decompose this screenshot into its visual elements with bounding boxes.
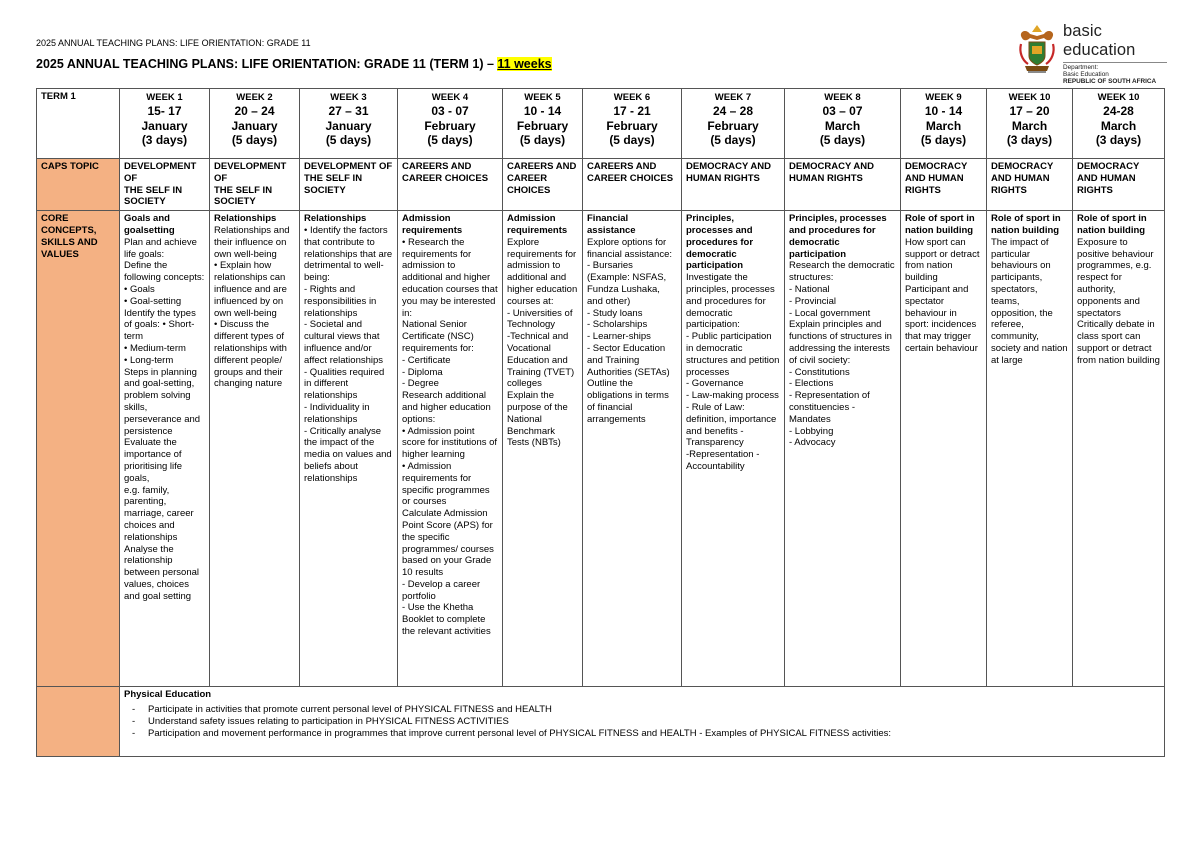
concept-line: - Public participation in democratic structures and petition processes: [686, 331, 780, 378]
week-dates: 17 – 20: [1009, 104, 1050, 118]
caps-topic-text: CAREERS AND CAREER CHOICES: [507, 161, 577, 196]
concept-line: - Sector Education and Training Authorities (SETAs): [587, 342, 670, 378]
caps-topic-text: CAREERS AND CAREER CHOICES: [402, 161, 489, 184]
week-header-cell: [987, 89, 1073, 159]
concept-line: Transparency: [686, 437, 744, 449]
physical-education-title: Physical Education: [124, 689, 212, 701]
physical-education-item: - Participation and movement performance in programmes that improve current personal level of PHYSICAL FITNESS and HEALTH - Examples of PHYSICAL FITNESS activities:: [148, 728, 1160, 740]
header-caption: 2025 ANNUAL TEACHING PLANS: LIFE ORIENTATION: GRADE 11: [36, 38, 311, 48]
concept-line: - Advocacy: [789, 437, 836, 449]
concept-line: - Provincial: [789, 295, 836, 307]
concept-line: • Research the requirements for admission to additional and higher education courses that you may be interested in:: [402, 236, 498, 319]
concept-line: Explain principles and functions of structures in addressing the interests of civil society:: [789, 319, 892, 366]
caps-topic-text: DEMOCRACY AND HUMAN RIGHTS: [789, 161, 874, 184]
concept-line: - Certificate: [402, 354, 451, 366]
week-days: (5 days): [710, 133, 756, 147]
week-days: (3 days): [141, 133, 188, 147]
caps-topic-cell: [120, 159, 210, 211]
concept-line: - Representation of constituencies -: [789, 390, 870, 413]
core-concepts-cell: [785, 211, 901, 687]
caps-topic-text: THE SELF IN SOCIETY: [214, 184, 273, 208]
caps-topic-cell: [398, 159, 503, 211]
concept-line: - Rights and responsibilities in relationships: [304, 283, 377, 319]
core-concepts-cell: [503, 211, 583, 687]
week-days: (5 days): [519, 133, 566, 147]
caps-topic-cell: [210, 159, 300, 211]
concept-line: - Diploma: [402, 366, 443, 378]
week-month: March: [824, 118, 861, 133]
concept-line: • Admission requirements for specific programmes or courses: [402, 460, 490, 508]
physical-education-row: [37, 687, 1165, 757]
core-concepts-cell: [300, 211, 398, 687]
logo-country: REPUBLIC OF SOUTH AFRICA: [1063, 78, 1157, 86]
core-concepts-label: CORE CONCEPTS, SKILLS AND VALUES: [37, 211, 120, 687]
week-dates: 24 – 28: [712, 104, 754, 118]
core-concepts-cell: [987, 211, 1073, 687]
term-label: TERM 1: [37, 89, 120, 159]
week-header-cell: [120, 89, 210, 159]
caps-topic-cell: [987, 159, 1073, 211]
caps-topic-cell: [583, 159, 682, 211]
week-header-cell: [682, 89, 785, 159]
coat-of-arms-icon: [1016, 22, 1058, 76]
week-header-cell: [300, 89, 398, 159]
concept-line: - Societal and cultural views that influence and/or affect relationships: [304, 319, 384, 366]
week-dates: 24-28: [1103, 104, 1134, 118]
concept-line: Research the democratic structures:: [789, 260, 895, 284]
concept-line: - Lobbying: [789, 425, 834, 437]
concept-line: • Goals: [124, 283, 155, 295]
concept-line: Relationships and their influence on own well-being: [214, 224, 290, 260]
concept-heading: Role of sport in nation building: [905, 213, 975, 236]
concept-line: - National: [789, 283, 830, 295]
concept-line: • Medium-term: [124, 342, 186, 354]
week-dates: 03 – 07: [822, 104, 863, 118]
title-main: 2025 ANNUAL TEACHING PLANS: LIFE ORIENTATION: GRADE 11 (TERM 1) –: [36, 57, 498, 71]
concept-line: Plan and achieve life goals:: [124, 236, 197, 260]
document-title: [36, 57, 552, 71]
concept-line: How sport can support or detract from nation building: [905, 236, 980, 284]
concept-heading: Relationships: [214, 213, 277, 225]
week-header-row: [37, 89, 1165, 159]
caps-topic-label: CAPS TOPIC: [37, 159, 120, 211]
week-label: WEEK 10: [1008, 92, 1051, 103]
week-label: WEEK 9: [925, 92, 962, 103]
concept-line: - Critically analyse the impact of the media on values and beliefs about relationships: [304, 425, 392, 484]
concept-line: Critically debate in class sport can support or detract from nation building: [1077, 319, 1160, 366]
week-label: WEEK 2: [236, 92, 273, 103]
physical-education-label-cell: [37, 687, 120, 757]
week-days: (3 days): [1095, 133, 1142, 147]
concept-line: • Long-term: [124, 354, 174, 366]
logo-department-label: Department:: [1063, 64, 1099, 71]
concept-line: - Scholarships: [587, 319, 648, 331]
concept-line: Identify the types of goals: • Short-term: [124, 307, 196, 343]
concept-line: Evaluate the importance of prioritising life goals,: [124, 437, 183, 484]
week-label: WEEK 4: [431, 92, 469, 103]
concept-line: - Qualities required in different relationships: [304, 366, 385, 402]
concept-line: Explore options for financial assistance:: [587, 236, 673, 260]
core-concepts-cell: [682, 211, 785, 687]
physical-education-cell: [120, 687, 1165, 757]
concept-line: • Goal-setting: [124, 295, 182, 307]
week-days: (3 days): [1006, 133, 1053, 147]
week-label: WEEK 1: [146, 92, 183, 103]
week-dates: 17 - 21: [613, 104, 651, 118]
week-days: (5 days): [325, 133, 372, 147]
concept-line: • Discuss the different types of relationships with different people/ groups and their changing nature: [214, 319, 287, 390]
concept-line: Analyse the relationship between personal values, choices and goal setting: [124, 543, 199, 602]
concept-line: - Elections: [789, 378, 834, 390]
week-label: WEEK 3: [330, 92, 367, 103]
week-label: WEEK 7: [714, 92, 752, 103]
concept-line: Mandates: [789, 413, 831, 425]
week-dates: 20 – 24: [234, 104, 275, 118]
caps-topic-cell: [785, 159, 901, 211]
core-concepts-cell: [120, 211, 210, 687]
physical-education-list: [124, 704, 1160, 739]
caps-topic-text: DEVELOPMENT OF THE SELF IN SOCIETY: [304, 161, 393, 196]
concept-heading: Financial assistance: [587, 213, 636, 236]
concept-line: Research additional and higher education options:: [402, 390, 491, 425]
core-concepts-cell: [901, 211, 987, 687]
caps-topic-text: CAREERS AND CAREER CHOICES: [587, 161, 674, 184]
concept-line: - Governance: [686, 378, 744, 390]
physical-education-item: - Understand safety issues relating to participation in PHYSICAL FITNESS ACTIVITIES: [148, 716, 1160, 728]
week-days: (5 days): [819, 133, 866, 147]
concept-line: Define the following concepts:: [124, 260, 205, 284]
concept-line: Participant and spectator behaviour in sport: incidences that may trigger certain behaviour: [905, 283, 978, 354]
core-concepts-row: [37, 211, 1165, 687]
week-dates: 27 – 31: [328, 104, 369, 118]
core-concepts-cell: [210, 211, 300, 687]
concept-line: Investigate the principles, processes and procedures for democratic participation:: [686, 272, 775, 331]
concept-heading: Relationships: [304, 213, 367, 225]
concept-heading: Principles, processes and procedures for democratic participation: [686, 213, 754, 272]
concept-line: - Local government: [789, 307, 871, 319]
caps-topic-cell: [1073, 159, 1165, 211]
logo-department-name: Basic Education: [1063, 71, 1109, 79]
week-header-cell: [785, 89, 901, 159]
concept-line: Calculate Admission Point Score (APS) for the specific programmes/ courses based on your Grade 10 results: [402, 508, 494, 579]
week-days: (5 days): [609, 133, 655, 147]
concept-heading: Role of sport in nation building: [1077, 213, 1147, 236]
logo-divider: [1063, 62, 1167, 63]
week-header-cell: [1073, 89, 1165, 159]
concept-line: National Senior Certificate (NSC) requirements for:: [402, 319, 474, 354]
week-month: March: [1011, 118, 1048, 133]
physical-education-item: - Participate in activities that promote current personal level of PHYSICAL FITNESS and HEALTH: [148, 704, 1160, 716]
week-dates: 15- 17: [147, 104, 182, 118]
concept-heading: Admission requirements: [402, 213, 463, 236]
concept-line: - Rule of Law: definition, importance and benefits -: [686, 401, 777, 437]
week-days: (5 days): [427, 133, 473, 147]
concept-heading: Principles, processes and procedures for democratic participation: [789, 213, 887, 260]
core-concepts-cell: [398, 211, 503, 687]
week-label: WEEK 5: [524, 92, 561, 103]
week-month: February: [606, 118, 658, 133]
concept-heading: Goals and goalsetting: [124, 213, 175, 236]
week-dates: 03 - 07: [431, 104, 469, 118]
concept-heading: Role of sport in nation building: [991, 213, 1061, 236]
concept-line: Explore requirements for admission to additional and higher education courses at:: [507, 236, 578, 307]
concept-line: - Develop a career portfolio: [402, 578, 481, 602]
caps-topic-cell: [503, 159, 583, 211]
week-label: WEEK 8: [824, 92, 861, 103]
concept-line: - Study loans: [587, 307, 643, 319]
concept-heading: Admission requirements: [507, 213, 568, 236]
week-header-cell: [210, 89, 300, 159]
caps-topic-row: [37, 159, 1165, 211]
caps-topic-text: DEVELOPMENT OF: [214, 161, 287, 184]
caps-topic-text: DEMOCRACY AND HUMAN RIGHTS: [991, 161, 1054, 196]
teaching-plan-table: [36, 88, 1165, 757]
week-month: March: [925, 118, 962, 133]
week-month: February: [516, 118, 569, 133]
week-month: January: [141, 118, 188, 133]
core-concepts-cell: [1073, 211, 1165, 687]
caps-topic-text: DEMOCRACY AND HUMAN RIGHTS: [686, 161, 771, 184]
week-days: (5 days): [920, 133, 967, 147]
caps-topic-text: DEMOCRACY AND HUMAN RIGHTS: [905, 161, 968, 196]
caps-topic-text: THE SELF IN SOCIETY: [124, 184, 183, 208]
week-month: February: [707, 118, 759, 133]
logo-title: basic education: [1063, 22, 1136, 59]
concept-line: - Bursaries (Example: NSFAS, Fundza Lushaka, and other): [587, 260, 667, 307]
concept-line: • Explain how relationships can influence and are influenced by on own well-being: [214, 260, 287, 319]
department-logo: [1016, 22, 1168, 86]
caps-topic-cell: [300, 159, 398, 211]
week-label: WEEK 10: [1097, 92, 1140, 103]
core-concepts-cell: [583, 211, 682, 687]
week-header-cell: [398, 89, 503, 159]
concept-line: - Universities of Technology: [507, 307, 573, 331]
concept-line: The impact of particular behaviours on participants, spectators, teams, opposition, the referee, community, society and nation at large: [991, 236, 1068, 366]
concept-line: • Admission point score for institutions of higher learning: [402, 425, 498, 461]
caps-topic-text: DEVELOPMENT OF: [124, 161, 197, 184]
caps-topic-cell: [682, 159, 785, 211]
concept-line: - Degree: [402, 378, 439, 390]
concept-line: Steps in planning and goal-setting, problem solving skills, perseverance and persistence: [124, 366, 201, 437]
week-month: February: [424, 118, 476, 133]
concept-line: -Technical and Vocational Education and Training (TVET) colleges: [507, 331, 575, 390]
concept-line: Explain the purpose of the National Benchmark Tests (NBTs): [507, 390, 568, 449]
week-label: WEEK 6: [613, 92, 651, 103]
concept-line: • Identify the factors that contribute to relationships that are detrimental to well-being:: [304, 224, 393, 284]
caps-topic-text: DEMOCRACY AND HUMAN RIGHTS: [1077, 161, 1140, 196]
week-header-cell: [901, 89, 987, 159]
week-days: (5 days): [231, 133, 278, 147]
concept-line: - Individuality in relationships: [304, 401, 370, 425]
caps-topic-cell: [901, 159, 987, 211]
week-header-cell: [583, 89, 682, 159]
concept-line: Outline the obligations in terms of financial arrangements: [587, 378, 669, 425]
concept-line: -Representation - Accountability: [686, 449, 760, 472]
concept-line: - Learner-ships: [587, 331, 651, 343]
concept-line: e.g. family, parenting, marriage, career choices and relationships: [124, 484, 194, 543]
week-dates: 10 - 14: [523, 104, 562, 118]
week-month: March: [1100, 118, 1137, 133]
concept-line: - Law-making process: [686, 390, 779, 402]
concept-line: - Use the Khetha Booklet to complete the relevant activities: [402, 602, 491, 638]
week-month: January: [231, 118, 278, 133]
week-header-cell: [503, 89, 583, 159]
concept-line: - Constitutions: [789, 366, 850, 378]
week-dates: 10 - 14: [924, 104, 963, 118]
title-highlight: 11 weeks: [497, 57, 552, 71]
week-month: January: [325, 118, 372, 133]
concept-line: Exposure to positive behaviour programmes, e.g. respect for authority, opponents and spectators: [1077, 236, 1154, 319]
